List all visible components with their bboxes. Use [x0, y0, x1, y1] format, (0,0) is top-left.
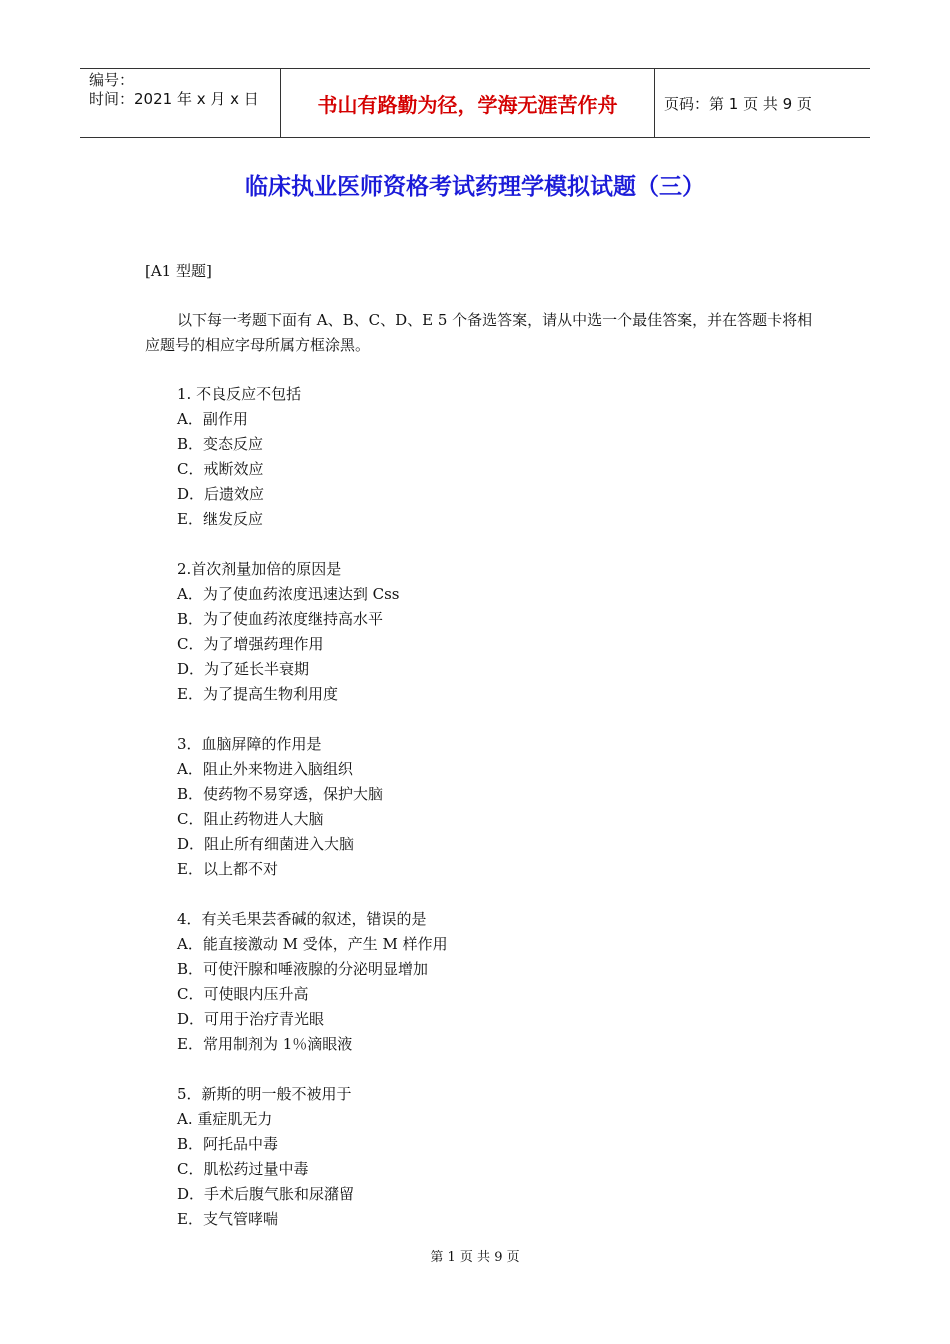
answer-option: C．阻止药物进人大脑	[177, 810, 324, 828]
answer-option: A．能直接激动 M 受体，产生 M 样作用	[177, 935, 448, 953]
question-stem: 5．新斯的明一般不被用于	[177, 1085, 352, 1103]
question-item	[177, 1082, 448, 1232]
answer-option: B．变态反应	[177, 435, 264, 453]
answer-option: A．为了使血药浓度迅速达到 Css	[177, 585, 400, 603]
answer-option: D．后遗效应	[177, 485, 265, 503]
answer-option: C．肌松药过量中毒	[177, 1160, 309, 1178]
question-stem: 3．血脑屏障的作用是	[177, 735, 322, 753]
answer-option: B．为了使血药浓度继持高水平	[177, 610, 384, 628]
answer-option: D．阻止所有细菌进入大脑	[177, 835, 355, 853]
question-item	[177, 557, 448, 707]
answer-option: E．以上都不对	[177, 860, 278, 878]
answer-option: E．支气管哮喘	[177, 1210, 278, 1228]
document-date: 时间：2021 年 x 月 x 日	[89, 90, 259, 108]
question-item	[177, 382, 448, 532]
section-label: [A1 型题]	[145, 262, 212, 280]
question-item	[177, 732, 448, 882]
answer-option: E．为了提高生物利用度	[177, 685, 338, 703]
question-stem: 2.首次剂量加倍的原因是	[177, 560, 342, 578]
answer-option: B．阿托品中毒	[177, 1135, 279, 1153]
answer-option: D．为了延长半衰期	[177, 660, 310, 678]
header-meta	[80, 69, 281, 137]
answer-option: D．可用于治疗青光眼	[177, 1010, 325, 1028]
answer-option: C．戒断效应	[177, 460, 264, 478]
answer-option: A．阻止外来物进入脑组织	[177, 760, 353, 778]
question-stem: 1. 不良反应不包括	[177, 385, 302, 403]
answer-option: E．常用制剂为 1％滴眼液	[177, 1035, 353, 1053]
answer-option: D．手术后腹气胀和尿潴留	[177, 1185, 355, 1203]
instructions: 以下每一考题下面有 A、B、C、D、E 5 个备选答案，请从中选一个最佳答案，并在答题卡将相应题号的相应字母所属方框涂黑。	[145, 311, 813, 354]
page-footer: 第 1 页 共 9 页	[430, 1250, 520, 1265]
answer-option: C．为了增强药理作用	[177, 635, 324, 653]
answer-option: C．可使眼内压升高	[177, 985, 309, 1003]
document-number-label: 编号：	[89, 71, 135, 89]
answer-option: B．使药物不易穿透，保护大脑	[177, 785, 384, 803]
page-header	[80, 68, 870, 138]
header-page-info: 页码：第 1 页 共 9 页	[664, 94, 812, 113]
answer-option: B．可使汗腺和唾液腺的分泌明显增加	[177, 960, 429, 978]
answer-option: E．继发反应	[177, 510, 263, 528]
header-motto: 书山有路勤为径，学海无涯苦作舟	[281, 69, 655, 137]
question-item	[177, 907, 448, 1057]
answer-option: A．副作用	[177, 410, 248, 428]
document-title: 临床执业医师资格考试药理学模拟试题（三）	[245, 174, 705, 200]
question-stem: 4．有关毛果芸香碱的叙述，错误的是	[177, 910, 427, 928]
question-list	[177, 382, 448, 1257]
answer-option: A. 重症肌无力	[177, 1110, 273, 1128]
